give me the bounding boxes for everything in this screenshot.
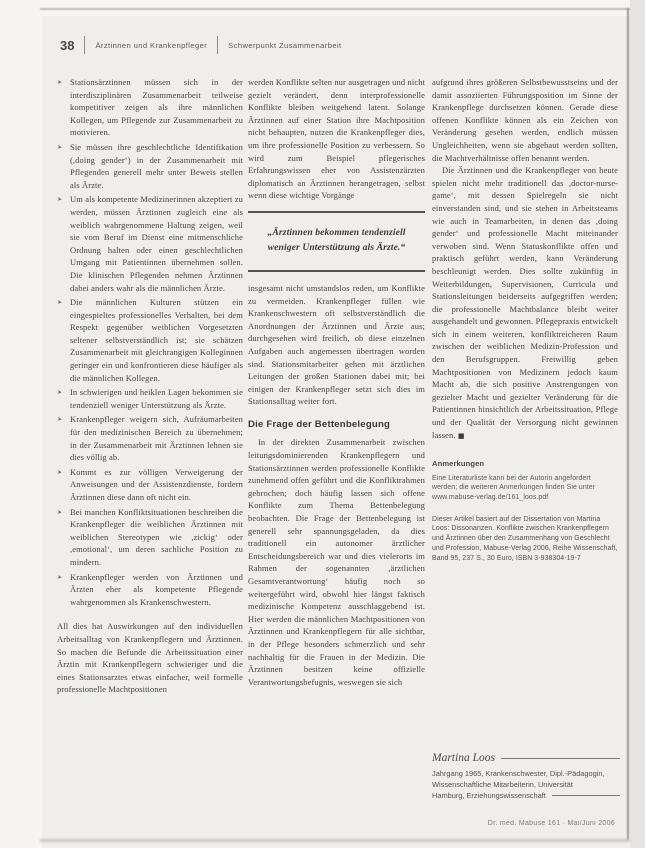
bullet-arrow-icon: ➤ (57, 416, 63, 424)
notes-text: Eine Literaturliste kann bei der Autorin angefordert werden; die weiteren Anmerkungen finden Sie unter www.mabuse-verlag.de/161_loos.pdf (432, 474, 596, 501)
bullet-arrow-icon: ➤ (57, 573, 63, 581)
page-number: 38 (60, 37, 75, 53)
bullet-arrow-icon: ➤ (57, 298, 63, 307)
list-item (57, 506, 243, 569)
scan-bottom-shadow (40, 839, 630, 842)
body-paragraph: All dies hat Auswirkungen auf den individuellen Arbeitsalltag von Krankenpflegern und Ärztinnen. So machen die Befunde die Arbeitssituation einer Ärztin mit Krankenpflegern schwieriger und die eines Stationsarztes etwas einfacher, weil formelle professionelle Machtpositionen (57, 621, 243, 695)
paragraph-text: Die Ärztinnen und die Krankenpfleger von heute spielen nicht mehr traditionell das ,doctor-nurse-game‘, mit dessen Spielregeln sie nicht einverstanden sind, und sie stehen in Arbeitsteams wie auch in Teamarbeiten, in denen das ,doing gender‘ und professionelle Macht miteinander verwoben sind. Wenn Statuskonflikte offen und praktisch geführt werden, kann Veränderung beschleunigt werden. Dies sollte zukünftig in Weiterbildungen, Supervisionen, Curricula und Stationsleitungen beiderseits aufgegriffen werden; die professionelle Machtbalance bleibt weiter ausgehandelt und gewonnen. Pflegepraxis entwickelt sich in einem weiteren, konfliktreicheren Raum zwischen der weiblichen Medizin-Profession und den Berufsgruppen. Freiwillig geben Machtpositionen von Medizinern jedoch kaum Macht ab, die sich positive Anstrengungen von gezielter Macht und gezielter Veränderung für die Patientinnen hinsichtlich der Arbeitssituation, Pflege und der Qualität der Versorgung nicht gewinnen lassen. (432, 165, 618, 440)
bullet-arrow-icon: ➤ (57, 78, 63, 87)
journal-footer: Dr. med. Mabuse 161 · Mai/Juni 2006 (487, 820, 615, 827)
bullet-text: Bei manchen Konfliktsituationen beschreiben die Krankenpfleger die weiblichen Ärztinnen mit weiblichen Stereotypen wie ,zickig‘ oder ,emotional‘, um deren sachliche Position zu mindern. (70, 506, 243, 567)
list-item (57, 413, 243, 463)
header-section-title: Ärztinnen und Krankenpfleger (95, 40, 208, 50)
pull-quote-block (248, 211, 425, 272)
author-name: Martina Loos (432, 752, 495, 764)
page-header (60, 36, 342, 54)
body-paragraph (432, 164, 618, 442)
author-bio-line: Wissenschaftliche Mitarbeiterin, Universität (432, 780, 573, 789)
column-right (432, 76, 618, 828)
list-item (57, 141, 243, 191)
bullet-arrow-icon: ➤ (57, 468, 63, 477)
section-heading: Die Frage der Bettenbelegung (248, 418, 391, 430)
author-bio-line: Jahrgang 1965, Krankenschwester, Dipl.-Pädagogin, (432, 769, 605, 778)
article-end-icon: ■ (457, 431, 465, 440)
list-item (57, 386, 243, 411)
bullet-arrow-icon: ➤ (57, 508, 63, 516)
bullet-text: Die männlichen Kulturen stützen ein eingespieltes professionelles Verhalten, bei dem Respekt gegenüber weiblichen Vorgesetzten seltener selbstverständlich ist; sie schätzen Zusammenarbeit mit gleichrangigen Kolleginnen geringer ein und konfrontieren diese häufiger als die männlichen Kollegen. (70, 297, 243, 383)
list-item (57, 466, 243, 504)
header-divider (217, 36, 218, 54)
list-item (57, 571, 243, 609)
page-left-margin (0, 0, 42, 848)
bullet-text: Sie müssen ihre geschlechtliche Identifikation (,doing gender‘) in der Zusammenarbeit mit Pflegenden generell mehr unter Beweis stellen als Ärzte. (70, 141, 243, 190)
author-bio-line: Hamburg, Erziehungswissenschaft (432, 791, 546, 800)
scan-right-edge (627, 8, 629, 840)
bullet-text: Um als kompetente Medizinerinnen akzeptiert zu werden, müssen Ärztinnen zugleich eine als weiblich wahrgenommene Haltung zeigen, weil sie vom Beruf im Dienst eine mitmenschliche Ordnung halten oder einen geschlechtlichen Umgang mit Patientinnen übernehmen sollen. Die klinischen Pflegenden nehmen Ärztinnen dabei anders wahr als die männlichen Ärzte. (70, 194, 243, 293)
bullet-text: Krankenpfleger weigern sich, Aufräumarbeiten für den medizinischen Bereich zu übernehmen; in der Zusammenarbeit mit Ärztinnen lehnen sie dies völlig ab. (70, 414, 243, 463)
pull-quote: „Ärztinnen bekommen tendenziell weniger Unterstützung als Ärzte.“ (267, 226, 406, 254)
bullet-text: Krankenpfleger werden von Ärztinnen und Ärzten eher als kompetente Pflegende wahrgenommen als Krankenschwestern. (70, 571, 243, 607)
author-rule (552, 795, 620, 796)
author-bio-row (432, 790, 620, 801)
bullet-text: In schwierigen und heiklen Lagen bekommen sie tendenziell weniger Unterstützung als Ärzte. (70, 387, 243, 410)
notes-heading: Anmerkungen (432, 459, 485, 469)
reference-text: Dieser Artikel basiert auf der Dissertation von Martina Loos: Dissonanzen. Konflikte zwischen Krankenpflegern und Ärztinnen über den Zusammenhang von Geschlecht und Profession, Mabuse-Verlag 2006, Reihe Wissenschaft, Band 95, 237 S., 30 Euro, ISBN 3-938304-19-7 (432, 515, 618, 562)
scan-right-gutter (630, 0, 645, 848)
body-paragraph: werden Konflikte selten nur ausgetragen und nicht gezielt verändert, denn interprofessionelle Konflikte bleiben weitgehend latent. Solange Ärztinnen auf einer Station ihre Machtposition nicht behaupten, nutzen die Krankenpfleger dies, um ihre professionelle Position zu verbessern. So wird zum Beispiel pflegerisches Erfahrungswissen eher von Assistenzärzten diplomatisch an Ärztinnen herangetragen, selbst wenn diese wichtige Vorgänge (248, 77, 425, 201)
author-bio (432, 768, 620, 801)
column-left (57, 76, 243, 828)
bullet-arrow-icon: ➤ (57, 196, 63, 204)
bullet-arrow-icon: ➤ (57, 143, 63, 152)
author-block (432, 752, 620, 801)
author-rule (501, 758, 620, 759)
author-name-row (432, 752, 620, 764)
bullet-text: Stationsärztinnen müssen sich in der interdisziplinären Zusammenarbeit teilweise kompetitiver zeigen als ihre männlichen Kollegen, um Pflegende zur Zusammenarbeit zu motivieren. (70, 77, 243, 138)
notes-block (432, 458, 618, 502)
body-paragraph: insgesamt nicht umstandslos reden, um Konflikte zu vermeiden. Krankenpfleger füllen wie Krankenschwestern oft selbstverständlich die Anordnungen der Ärztinnen und Ärzte aus; durchgesehen wird freilich, ob diese einzelnen Aufgaben auch angemessen übertragen worden sind. Stationsmitarbeiter gehen mit ärztlichen Leitungen der großen Stationen dabei mit; bei einigen der Krankenpfleger setzt sich dies im Stationsalltag weiter fort. (248, 282, 425, 407)
scan-top-edge (40, 8, 630, 10)
list-item (57, 193, 243, 294)
bullet-arrow-icon: ➤ (57, 388, 63, 397)
list-item (57, 76, 243, 139)
header-divider (84, 36, 85, 54)
column-middle (248, 76, 425, 828)
list-item (57, 296, 243, 384)
header-topic: Schwerpunkt Zusammenarbeit (228, 40, 342, 50)
body-paragraph: aufgrund ihres größeren Selbstbewusstseins und der damit assoziierten Führungsposition im Sinne der Krankenpflege durchsetzen können. Gerade diese offenen Konflikte können als ein Zeichen von Veränderung gesehen werden, endlich müssen Ungleichheiten, wenn sie abgebaut werden sollten, die Machtverhältnisse offen benannt werden. (432, 77, 618, 163)
body-paragraph: In der direkten Zusammenarbeit zwischen leitungsdominierenden Krankenpflegern und Stationsärztinnen werden professionelle Konflikte zunehmend offen geführt und die Konfliktrahmen gebrochen; doch häufig lassen sich offene Konflikte zum Thema Bettenbelegung beobachten. Die Frage der Bettenbelegung ist generell sehr spannungsgeladen, da dies traditionell ein autonomer ärztlicher Entscheidungsbereich war und dies vielerorts im Rahmen der sogenannten ,ärztlichen Gesamtverantwortung‘ häufig noch so weitergeführt wird, obwohl hier längst faktisch medizinische Kompetenz ausschlaggebend ist. Hier werden die männlichen Machtpositionen von Ärztinnen und Krankenpflegern für alle sichtbar, in der Pflege besonders schmerzlich und sehr nachhaltig für die Frauen in der Medizin. Die Ärztinnen besitzen keine offizielle Verantwortungsbefugnis, weswegen sie sich (248, 437, 425, 687)
bullet-text: Kommt es zur völligen Verweigerung der Anweisungen und der Assistenzdienste, fordern Ärztinnen diese dann oft nicht ein. (70, 466, 243, 502)
